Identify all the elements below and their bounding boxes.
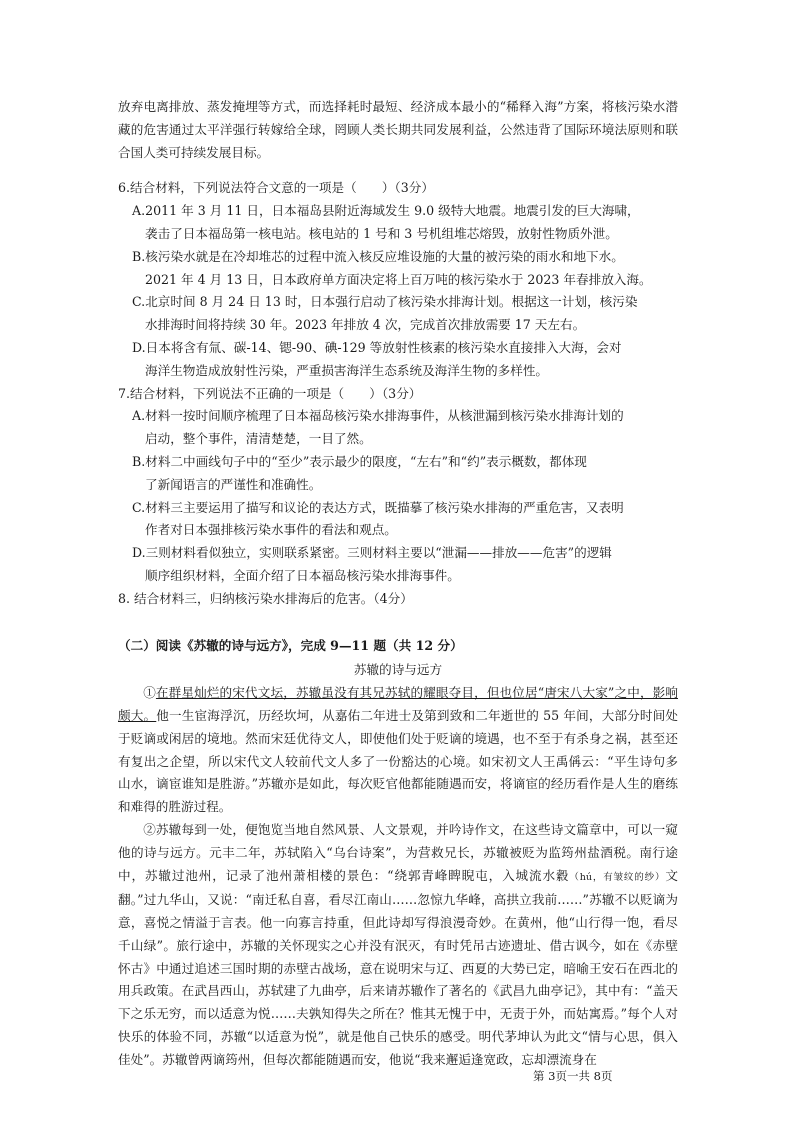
section-heading: （二）阅读《苏辙的诗与远方》，完成 9—11 题（共 12 分） (118, 637, 463, 653)
question-8: 8. 结合材料三，归纳核污染水排海后的危害。（4分） (118, 590, 413, 606)
page-content (118, 96, 678, 1072)
article-title: 苏辙的诗与远方 (353, 662, 443, 678)
underlined-sentence: 在群星灿烂的宋代文坛，苏辙虽没有其兄苏轼的耀眼夺目，但也位居“唐宋八大家”之中，影响颇大。 (118, 685, 678, 723)
intro-paragraph: 放弃电离排放、蒸发掩埋等方式，而选择耗时最短、经济成本最小的“稀释入海”方案，将核污染水潜藏的危害通过太平洋强行转嫁给全球，罔顾人类长期共同发展利益，公然违背了国际环境法原则和联合国人类可持续发展目标。 (118, 99, 678, 160)
question-7 (118, 383, 678, 588)
question-7-option-b: B.材料二中画线句子中的“至少”表示最少的限度，“左右”和“约”表示概数，都体现 了新闻语言的严谨性和准确性。 (132, 453, 587, 492)
question-6-stem: 6.结合材料，下列说法符合文意的一项是（ ）（3分） (118, 180, 434, 196)
question-6-option-d: D.日本将含有氚、碳-14、锶-90、碘-129 等放射性核素的核污染水直接排入大海，会对 海洋生物造成放射性污染，严重损害海洋生态系统及海洋生物的多样性。 (132, 339, 622, 378)
question-7-option-d: D.三则材料看似独立，实则联系紧密。三则材料主要以“泄漏——排放——危害”的逻辑 顺序组织材料，全面介绍了日本福岛核污染水排海事件。 (132, 545, 612, 583)
page-footer: 第 3页一共 8页 (533, 1069, 613, 1083)
question-6-option-b: B.核污染水就是在冷却堆芯的过程中流入核反应堆设施的大量的被污染的雨水和地下水。 2021 年 4 月 13 日，日本政府单方面决定将上百万吨的核污染水于 2023 年春排放入海。 (132, 248, 652, 287)
question-6-option-c: C.北京时间 8 月 24 日 13 时，日本强行启动了核污染水排海计划。根据这一计划，核污染 水排海时间将持续 30 年。2023 年排放 4 次，完成首次排放需要 17 天左右。 (132, 294, 638, 333)
question-6 (118, 177, 678, 382)
pronunciation-note: （hú，有皱纹的纱） (569, 871, 666, 883)
question-7-option-c: C.材料三主要运用了描写和议论的表达方式，既描摹了核污染水排海的严重危害，又表明 作者对日本强排核污染水事件的看法和观点。 (132, 499, 624, 538)
question-7-stem: 7.结合材料，下列说法不正确的一项是（ ）（3分） (118, 385, 422, 401)
article-paragraph-2: ②苏辙每到一处，便饱览当地自然风景、人文景观，并吟诗作文，在这些诗文篇章中，可以一窥他的诗与远方。元丰二年，苏轼陷入“乌台诗案”，为营救兄长，苏辙被贬为监筠州盐酒税。南行途中，苏辙过池州，记录了池州萧相楼的景色：“绕郭青峰睥睨屯，入城流水縠（hú，有皱纹的纱）文翻。”过九华山，又说：“南迁私自喜，看尽江南山……忽惊九华峰，高拱立我前……”苏辙不以贬谪为意，喜悦之情溢于言表。他一向寡言持重，但此诗却写得浪漫奇妙。在黄州，他“山行得一饱，看尽千山绿”。旅行途中，苏辙的关怀现实之心并没有泯灭，有时凭吊古迹遗址、借古讽今，如在《赤壁怀古》中通过追述三国时期的赤壁古战场，意在说明宋与辽、西夏的大势已定，暗喻王安石在西北的用兵政策。在武昌西山，苏轼建了九曲亭，后来请苏辙作了著名的《武昌九曲亭记》，其中有：“盖天下之乐无穷，而以适意为悦……夫孰知得失之所在？惟其无愧于中，无责于外，而姑寓焉。”每个人对快乐的体验不同，苏辙“以适意为悦”，就是他自己快乐的感受。明代茅坤认为此文“情与心思，俱入佳处”。苏辙曾两谪筠州，但每次都能随遇而安，他说“我来邂逅逢宽政，忘却漂流身在 (118, 821, 678, 1067)
question-7-option-a: A.材料一按时间顺序梳理了日本福岛核污染水排海事件，从核泄漏到核污染水排海计划的 启动，整个事件，清清楚楚，一目了然。 (132, 408, 624, 447)
article-paragraph-1: ①在群星灿烂的宋代文坛，苏辙虽没有其兄苏轼的耀眼夺目，但也位居“唐宋八大家”之中，影响颇大。他一生宦海浮沉，历经坎坷，从嘉佑二年进士及第到致和二年逝世的 55 年间，大部分时间处于贬谪或闲居的境地。然而宋廷优待文人，即使他们处于贬谪的境遇，也不至于有杀身之祸，甚至还有复出之企望，所以宋代文人较前代文人多了一份豁达的心境。如宋初文人王禹偁云：“平生诗句多山水，谪宦谁知是胜游。”苏辙亦是如此，每次贬官他都能随遇而安，将谪宦的经历看作是人生的磨练和难得的胜游过程。 (118, 685, 678, 815)
question-6-option-a: A.2011 年 3 月 11 日，日本福岛县附近海域发生 9.0 级特大地震。地震引发的巨大海啸， 袭击了日本福岛第一核电站。核电站的 1 号和 3 号机组堆芯熔毁，放射性物质外泄。 (132, 203, 640, 241)
